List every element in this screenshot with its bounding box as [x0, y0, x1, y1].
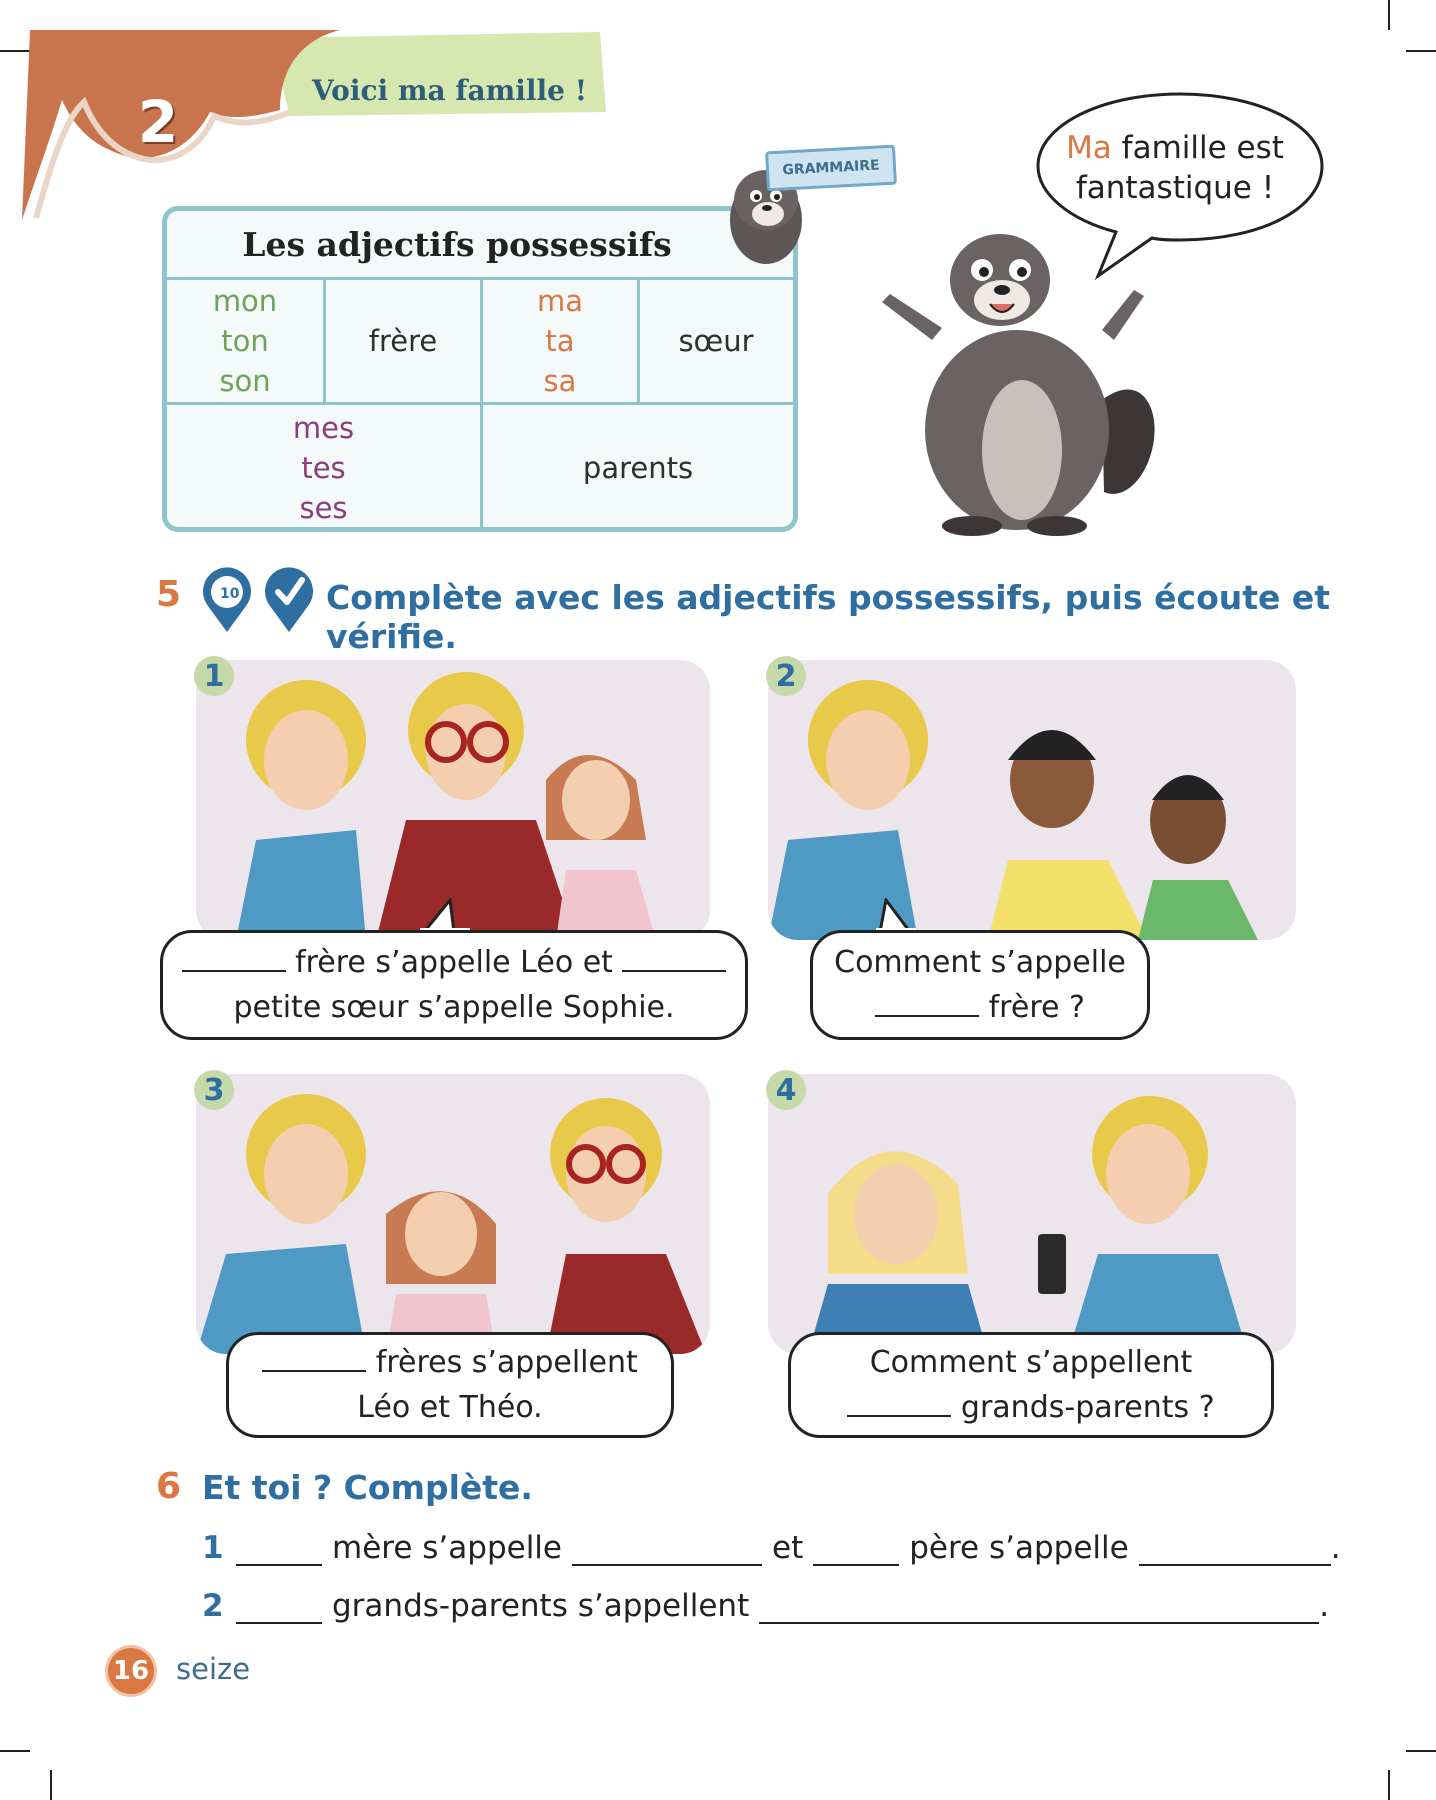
- unit-number: 2: [137, 88, 179, 156]
- exercise-6-item-2: [202, 1588, 1329, 1624]
- exercise-6-number: 6: [156, 1466, 182, 1507]
- grammar-box: [162, 206, 798, 532]
- caption-2-line1: Comment s’appelle: [834, 945, 1126, 980]
- caption-2-line2: frère ?: [988, 990, 1085, 1025]
- grammar-title: Les adjectifs possessifs: [242, 225, 672, 264]
- check-icon: [262, 566, 316, 634]
- crop-mark: [50, 1770, 52, 1800]
- item-2-text-a: grands-parents s’appellent: [332, 1588, 750, 1624]
- audio-track-number: 10: [220, 586, 240, 602]
- panel-number-4: 4: [766, 1070, 806, 1110]
- item-1-text-b: et: [772, 1530, 804, 1566]
- exercise-6-item-1: [202, 1530, 1341, 1566]
- answer-blank[interactable]: [875, 987, 979, 1017]
- feminine-noun: sœur: [678, 324, 754, 358]
- grammar-tag: GRAMMAIRE: [765, 145, 897, 192]
- possessive-sa: sa: [543, 364, 577, 398]
- caption-4-line2: grands-parents ?: [960, 1390, 1215, 1425]
- illustration-panel-2: [768, 660, 1296, 940]
- feminine-possessives: [482, 281, 638, 401]
- possessive-ta: ta: [545, 324, 575, 358]
- audio-track-icon[interactable]: [200, 566, 254, 634]
- illustration-panel-3: [196, 1074, 710, 1354]
- answer-blank[interactable]: [622, 942, 726, 972]
- answer-blank[interactable]: [847, 1387, 951, 1417]
- marmot-mascot-illustration: [872, 220, 1162, 540]
- exercise-6-instruction: Et toi ? Complète.: [202, 1468, 533, 1507]
- caption-2: [810, 930, 1150, 1040]
- caption-3-line1: frères s’appellent: [375, 1345, 638, 1380]
- masculine-possessives: [167, 281, 323, 401]
- caption-3-line2: Léo et Théo.: [357, 1390, 543, 1425]
- answer-blank[interactable]: [262, 1342, 366, 1372]
- panel-number-3: 3: [194, 1070, 234, 1110]
- possessive-ses: ses: [299, 491, 348, 525]
- illustration-panel-4: [768, 1074, 1296, 1354]
- page-number-badge: 16: [108, 1648, 154, 1694]
- speech-line2: fantastique !: [1075, 170, 1275, 206]
- answer-blank[interactable]: [236, 1534, 322, 1566]
- crop-mark: [1406, 50, 1436, 52]
- exercise-5-instruction: Complète avec les adjectifs possessifs, puis écoute et vérifie.: [326, 578, 1331, 656]
- panel-number-2: 2: [766, 656, 806, 696]
- answer-blank[interactable]: [759, 1592, 1319, 1624]
- possessive-tes: tes: [301, 451, 346, 485]
- crop-mark: [1406, 1750, 1436, 1752]
- plural-possessives: [167, 406, 480, 530]
- possessive-mon: mon: [212, 284, 278, 318]
- speech-bubble-text: [1040, 128, 1310, 208]
- crop-mark: [1388, 1770, 1390, 1800]
- answer-blank[interactable]: [572, 1534, 762, 1566]
- caption-tail: [420, 898, 470, 934]
- answer-blank[interactable]: [813, 1534, 899, 1566]
- caption-4: [788, 1332, 1274, 1438]
- caption-tail: [876, 898, 916, 934]
- answer-blank[interactable]: [236, 1592, 322, 1624]
- caption-1-line2: petite sœur s’appelle Sophie.: [233, 990, 675, 1025]
- crop-mark: [1388, 0, 1390, 30]
- item-number: 1: [202, 1530, 224, 1566]
- item-2-end: .: [1319, 1588, 1330, 1624]
- unit-title: Voici ma famille !: [312, 74, 587, 107]
- caption-1: [160, 930, 748, 1040]
- possessive-son: son: [219, 364, 271, 398]
- caption-1-line1: frère s’appelle Léo et: [295, 945, 613, 980]
- unit-header-tab: [0, 0, 620, 240]
- plural-noun: parents: [582, 451, 694, 485]
- item-number: 2: [202, 1588, 224, 1624]
- panel-number-1: 1: [194, 656, 234, 696]
- possessive-ton: ton: [221, 324, 269, 358]
- crop-mark: [0, 1750, 30, 1752]
- answer-blank[interactable]: [182, 942, 286, 972]
- item-1-end: .: [1330, 1530, 1341, 1566]
- caption-4-line1: Comment s’appellent: [869, 1345, 1193, 1380]
- page-number-word: seize: [176, 1652, 251, 1686]
- speech-highlight: Ma: [1066, 130, 1112, 166]
- item-1-text-c: père s’appelle: [909, 1530, 1129, 1566]
- masculine-noun: frère: [368, 324, 438, 358]
- exercise-5-number: 5: [156, 574, 182, 615]
- caption-3: [226, 1332, 674, 1438]
- speech-line1: famille est: [1111, 130, 1284, 166]
- answer-blank[interactable]: [1139, 1534, 1331, 1566]
- possessive-ma: ma: [536, 284, 584, 318]
- item-1-text-a: mère s’appelle: [332, 1530, 562, 1566]
- possessive-mes: mes: [292, 411, 355, 445]
